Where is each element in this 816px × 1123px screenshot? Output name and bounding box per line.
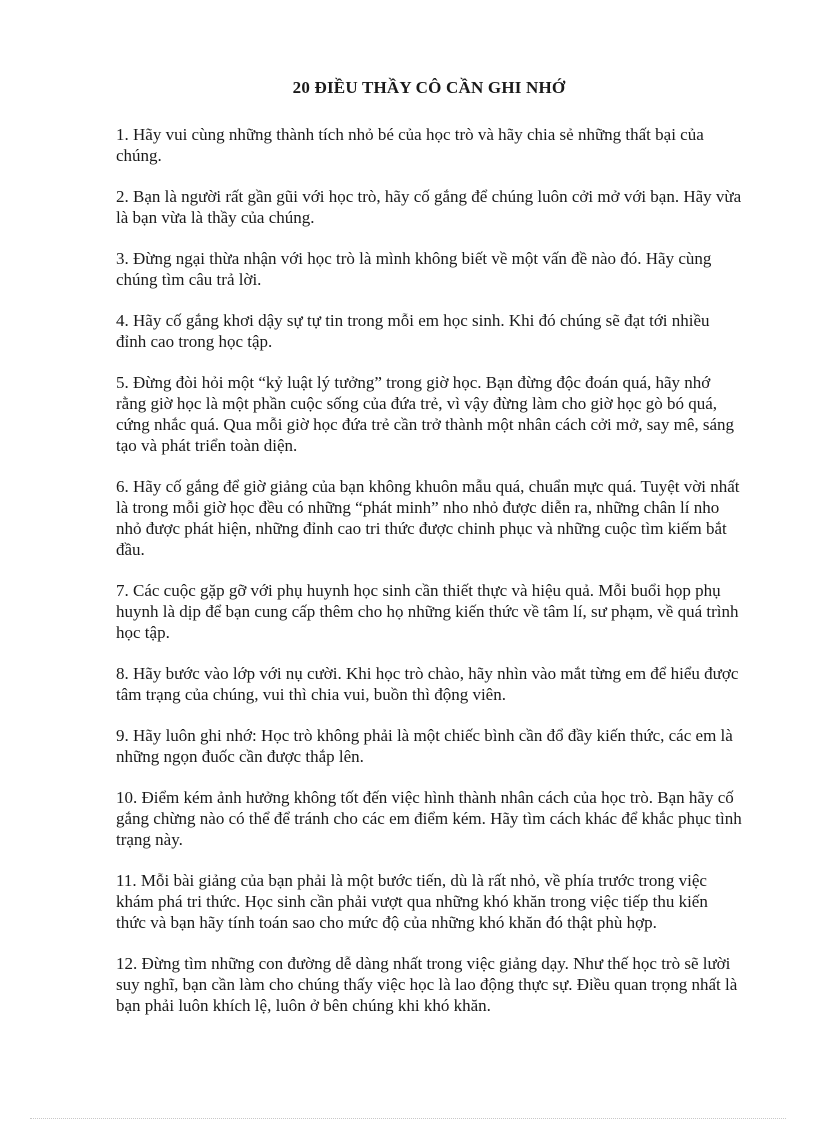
list-item-11: 11. Mỗi bài giảng của bạn phải là một bước tiến, dù là rất nhỏ, về phía trước trong việc khám phá tri thức. Học sinh cần phải vượt qua những khó khăn trong việc tiếp thu kiến thức và bạn hãy tính toán sao cho mức độ của những khó khăn đó thật phù hợp. bbox=[116, 871, 708, 932]
list-item-1: 1. Hãy vui cùng những thành tích nhỏ bé của học trò và hãy chia sẻ những thất bại của chúng. bbox=[116, 125, 704, 165]
document-title: 20 ĐIỀU THẦY CÔ CẦN GHI NHỚ bbox=[292, 78, 566, 97]
list-item-5: 5. Đừng đòi hỏi một “kỷ luật lý tưởng” trong giờ học. Bạn đừng độc đoán quá, hãy nhớ rằng giờ học là một phần cuộc sống của đứa trẻ, vì vậy đừng làm cho giờ học gò bó quá, cứng nhắc quá. Qua mỗi giờ học đứa trẻ cần trở thành một nhân cách cởi mở, say mê, sáng tạo và phát triển toàn diện. bbox=[116, 373, 735, 455]
page-bottom-divider bbox=[30, 1118, 786, 1119]
list-item-2: 2. Bạn là người rất gần gũi với học trò, hãy cố gắng để chúng luôn cởi mở với bạn. Hãy vừa là bạn vừa là thầy của chúng. bbox=[116, 187, 742, 227]
list-item-8: 8. Hãy bước vào lớp với nụ cười. Khi học trò chào, hãy nhìn vào mắt từng em để hiểu được tâm trạng của chúng, vui thì chia vui, buồn thì động viên. bbox=[116, 664, 739, 704]
list-item-9: 9. Hãy luôn ghi nhớ: Học trò không phải là một chiếc bình cần đổ đầy kiến thức, các em là những ngọn đuốc cần được thắp lên. bbox=[116, 726, 733, 766]
list-item-4: 4. Hãy cố gắng khơi dậy sự tự tin trong mỗi em học sinh. Khi đó chúng sẽ đạt tới nhiều đỉnh cao trong học tập. bbox=[116, 311, 710, 351]
list-item-12: 12. Đừng tìm những con đường dễ dàng nhất trong việc giảng dạy. Như thế học trò sẽ lười suy nghĩ, bạn cần làm cho chúng thấy việc học là lao động thực sự. Điều quan trọng nhất là bạn phải luôn khích lệ, luôn ở bên chúng khi khó khăn. bbox=[116, 954, 738, 1015]
list-item-10: 10. Điểm kém ảnh hưởng không tốt đến việc hình thành nhân cách của học trò. Bạn hãy cố gắng chừng nào có thể để tránh cho các em điểm kém. Hãy tìm cách khác để khắc phục tình trạng này. bbox=[116, 788, 742, 849]
list-item-6: 6. Hãy cố gắng để giờ giảng của bạn không khuôn mẫu quá, chuẩn mực quá. Tuyệt vời nhất là trong mỗi giờ học đều có những “phát minh” nho nhỏ được diễn ra, những chân lí nho nhỏ được phát hiện, những đỉnh cao tri thức được chinh phục và những cuộc tìm kiếm bắt đầu. bbox=[116, 477, 740, 559]
document-page bbox=[116, 78, 742, 1036]
list-item-7: 7. Các cuộc gặp gỡ với phụ huynh học sinh cần thiết thực và hiệu quả. Mỗi buổi họp phụ huynh là dịp để bạn cung cấp thêm cho họ những kiến thức về tâm lí, sư phạm, về quá trình học tập. bbox=[116, 581, 739, 642]
list-item-3: 3. Đừng ngại thừa nhận với học trò là mình không biết về một vấn đề nào đó. Hãy cùng chúng tìm câu trả lời. bbox=[116, 249, 712, 289]
